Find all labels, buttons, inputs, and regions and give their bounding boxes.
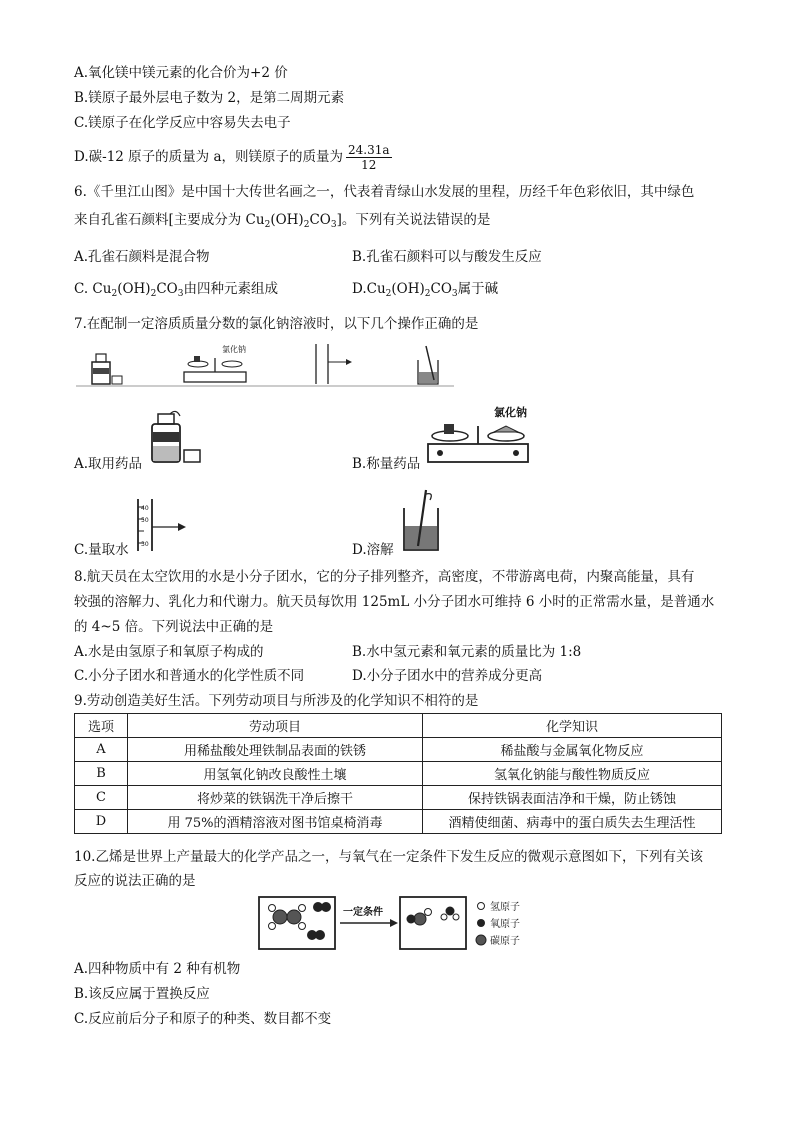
subscript: 2 [303,220,310,230]
reaction-condition-label: 一定条件 [343,907,383,918]
q6-stem-line1: 6.《千里江山图》是中国十大传世名画之一，代表着青绿山水发展的里程，历经千年色彩依旧，其中绿色 [74,184,695,200]
header-labor: 劳动项目 [128,714,423,738]
subscript: 3 [330,220,337,230]
atom-legend [476,900,520,947]
q6-option-c [74,280,278,303]
q5-option-a: A.氧化镁中镁元素的化合价为+2 价 [74,65,288,81]
formula-part: C. Cu [74,281,112,297]
reaction-arrow-head [390,919,398,927]
product-molecule-icon [407,907,460,926]
q8-stem-line2: 较强的溶解力、乳化力和代谢力。航天员每饮用 125mL 小分子团水可维持 6 小时的正常需水量，是普通水 [74,594,715,610]
q5-option-b: B.镁原子最外层电子数为 2，是第二周期元素 [74,90,345,106]
subscript: 3 [451,289,458,299]
reagent-bottle-icon [148,410,206,466]
subscript: 2 [385,289,392,299]
q8-option-a: A.水是由氢原子和氧原子构成的 [74,644,264,660]
cell-option: A [75,738,128,762]
legend-hydrogen: 氢原子 [490,902,520,913]
balance-label: 氯化钠 [494,406,527,419]
option-text: 由四种元素组成 [183,281,278,297]
reaction-diagram [256,893,546,953]
formula-part: CO [430,281,452,297]
formula-part: (OH) [117,281,151,297]
beaker-stirring-icon [398,488,446,554]
table-row [75,762,722,786]
q5-option-c: C.镁原子在化学反应中容易失去电子 [74,115,291,131]
cell-labor: 用 75%的酒精溶液对图书馆桌椅消毒 [128,810,423,834]
cell-knowledge: 酒精使细菌、病毒中的蛋白质失去生理活性 [423,810,722,834]
option-text: 属于碱 [457,281,499,297]
q7-option-a: A.取用药品 [74,456,143,472]
q7-option-c: C.量取水 [74,542,129,558]
hydrogen-atom-icon [478,903,485,910]
q10-stem-line2: 反应的说法正确的是 [74,873,196,889]
q9-stem: 9.劳动创造美好生活。下列劳动项目与所涉及的化学知识不相符的是 [74,693,479,709]
table-row [75,738,722,762]
reagent-bottle-small-icon [92,354,122,384]
oxygen-atom-icon [477,919,485,927]
q6-option-a: A.孔雀石颜料是混合物 [74,249,210,265]
header-option: 选项 [75,714,128,738]
q8-stem-line3: 的 4~5 倍。下列说法中正确的是 [74,619,274,635]
cylinder-small-icon [316,344,352,384]
cell-option: B [75,762,128,786]
q8-stem-line1: 8.航天员在太空饮用的水是小分子团水，它的分子排列整齐，高密度，不带游离电荷，内聚高能量，具有 [74,569,695,585]
cell-knowledge: 稀盐酸与金属氧化物反应 [423,738,722,762]
subscript: 2 [264,220,271,230]
subscript: 2 [424,289,431,299]
q6-option-b: B.孔雀石颜料可以与酸发生反应 [352,249,542,265]
q5-option-d-text: D.碳-12 原子的质量为 a，则镁原子的质量为 [74,149,344,165]
cylinder-tick-50: 50 [141,517,149,524]
q6-stem-line2 [74,211,490,234]
cell-option: D [75,810,128,834]
cell-labor: 用稀盐酸处理铁制品表面的铁锈 [128,738,423,762]
balance-small-icon [184,344,246,382]
subscript: 2 [111,289,118,299]
q6-stem-text: ]。下列有关说法错误的是 [336,212,491,228]
q7-stem: 7.在配制一定溶质质量分数的氯化钠溶液时，以下几个操作正确的是 [74,316,479,332]
formula-part: CO [309,212,331,228]
graduated-cylinder-icon [130,497,190,553]
balance-small-label: 氯化钠 [222,345,246,354]
q6-stem-text: 来自孔雀石颜料[主要成分为 Cu [74,212,265,228]
balance-icon [424,402,534,468]
oxygen-molecule-icon [307,902,331,940]
q6-option-d [352,280,498,303]
legend-oxygen: 氧原子 [490,919,520,930]
header-knowledge: 化学知识 [423,714,722,738]
cell-knowledge: 氢氧化钠能与酸性物质反应 [423,762,722,786]
q10-option-b: B.该反应属于置换反应 [74,986,210,1002]
subscript: 2 [150,289,157,299]
q5-option-d [74,143,392,172]
cell-labor: 用氢氧化钠改良酸性土壤 [128,762,423,786]
mass-fraction [346,143,392,172]
q7-option-d: D.溶解 [352,542,394,558]
legend-carbon: 碳原子 [490,936,520,947]
q8-option-c: C.小分子团水和普通水的化学性质不同 [74,668,305,684]
q10-option-c: C.反应前后分子和原子的种类、数目都不变 [74,1011,332,1027]
cylinder-tick-40: 40 [141,505,149,512]
table-header-row [75,714,722,738]
formula-part: CO [156,281,178,297]
table-row [75,810,722,834]
formula-part: (OH) [391,281,425,297]
fraction-denominator: 12 [361,158,377,172]
ethylene-molecule-icon [269,905,306,930]
cell-knowledge: 保持铁锅表面洁净和干燥，防止锈蚀 [423,786,722,810]
fraction-numerator: 24.31a [348,143,390,157]
beaker-small-icon [418,346,438,384]
table-row [75,786,722,810]
q7-option-b: B.称量药品 [352,456,421,472]
subscript: 3 [177,289,184,299]
cell-option: C [75,786,128,810]
formula-part: D.Cu [352,281,386,297]
q10-option-a: A.四种物质中有 2 种有机物 [74,961,241,977]
formula-part: (OH) [270,212,304,228]
q8-option-b: B.水中氢元素和氧元素的质量比为 1:8 [352,644,582,660]
q10-stem-line1: 10.乙烯是世界上产量最大的化学产品之一，与氧气在一定条件下发生反应的微观示意图如下，下列有关该 [74,849,703,865]
cell-labor: 将炒菜的铁锅洗干净后擦干 [128,786,423,810]
q8-option-d: D.小分子团水中的营养成分更高 [352,668,543,684]
cylinder-tick-30: 30 [141,541,149,548]
carbon-atom-icon [476,935,486,945]
q9-table [74,713,722,834]
q7-operations-strip [76,340,456,390]
